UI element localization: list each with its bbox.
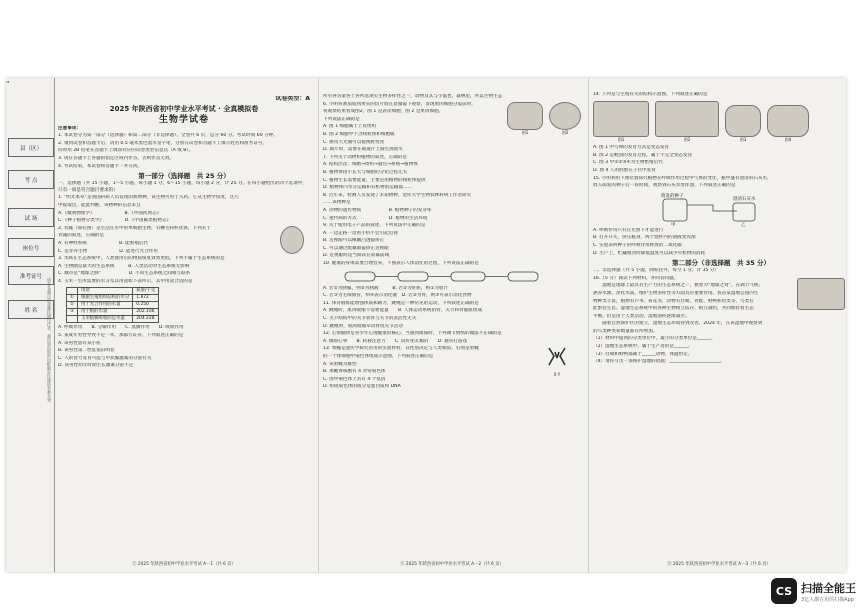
- page-column-1: [58, 78, 310, 572]
- question-line: 2. 衣藻（如右图）是生活在水中的单细胞生物，有鞭毛和杯状体，下列关于: [58, 225, 211, 231]
- question-line: 的鸟类种类和数量都有所增加。: [593, 328, 658, 334]
- question-line: A.《微观物理学》 B.《中国药典志》: [58, 210, 162, 216]
- question-line: A. 结构层次：细胞→组织→器官→系统→植物体: [323, 162, 418, 168]
- insect-development-figure: [655, 101, 719, 137]
- question-line: C.《种子植物分类学》 D.《中国蕨类植物志》: [58, 218, 172, 224]
- question-line: A. 该果蝇为雄性: [323, 361, 357, 367]
- note-line: 1. 本试卷分为第一部分（选择题）和第二部分（非选择题）。全卷共 6 页，总分 60 分。考试时间 60 分钟。: [58, 133, 278, 139]
- table-header: 用途: [77, 288, 132, 295]
- question-line: D. 该男性幼年时期生长激素分泌不足: [58, 363, 134, 369]
- table-cell: 1.872: [133, 295, 159, 302]
- table-cell: ②: [67, 302, 78, 309]
- part2-intro: 二、非选择题（共 5 小题，除标注外，每空 1 分，计 35 分）: [593, 268, 720, 274]
- part1-title: 第一部分（选择题 共 25 分）: [138, 172, 230, 181]
- question-line: 放入萌发的种子后一段时间，观察到石灰水变浑浊，下列叙述正确的是: [593, 183, 736, 189]
- candidate-info-strip: [6, 78, 55, 572]
- question-line: B. 果蝇体细胞有 4 对常染色体: [323, 369, 386, 375]
- respiration-apparatus-figure: [653, 191, 793, 227]
- admission-number-box: 准考证号: [8, 266, 54, 285]
- note-line: 同时用 2B 铅笔在答题卡上填涂对应的试卷类型信息点（A 或 B）。: [58, 148, 194, 154]
- exam-title: 2025 年陕西省初中学业水平考试 · 全真模拟卷: [109, 104, 259, 113]
- cell-figure-2: [549, 102, 581, 130]
- part2-title: 第二部分（非选择题 共 35 分）: [671, 259, 771, 268]
- apparatus-label: 澄清石灰水: [733, 196, 756, 202]
- figure-caption: 图2: [683, 136, 691, 142]
- question-line: 的一个体细胞中染色体组成示意图，下列叙述正确的是: [323, 354, 434, 359]
- flow-node: [508, 272, 538, 281]
- question-line: 4. 玉米一生所需要的水分及其用途如下表所示，其中用途合适的是: [58, 278, 193, 284]
- question-line: A. 倾诉心事 B. 转移注意力 C. 向好朋友倾诉 D. 通宵打游戏: [323, 338, 468, 344]
- wetland-bird-photo: [797, 278, 845, 310]
- question-line: 中提取出，能此判断，该物种的信息来自: [58, 202, 141, 208]
- question-line: D. 制片时，需要在载玻片上滴生理盐水: [323, 147, 403, 153]
- table-cell: 用于根的水量: [77, 309, 132, 316]
- question-line: C. 图 3 中①②③④为生物繁殖后代: [593, 160, 663, 166]
- apparatus-label: 乙: [741, 222, 746, 227]
- question-line: A. 生物圈是最大的生态系统 B. 人类活动对生态系统无影响: [58, 263, 190, 269]
- question-line: B. 近视眼可以佩戴凸透镜矫正: [323, 238, 385, 244]
- county-box: 县（区）: [8, 138, 54, 157]
- cell-figure-1: [507, 102, 543, 130]
- question-line: （2）湿地生态系统中，属于生产者的是______。: [593, 344, 693, 350]
- question-line: 5. 某成年男性导致不足一米，那都方证常，下列叙述正确的是: [58, 333, 184, 339]
- question-line: A. 呼吸作用只有在光照下才能进行: [593, 227, 664, 233]
- question-line: C. 城市是“地球之肺” D. 不同生态系统之间相互联系: [58, 271, 191, 277]
- scanner-app-name: 扫描全能王: [801, 581, 856, 595]
- question-line: 15. 小明利用下图装置探究植物在呼吸作用过程中气体的变化，瓶中盛有澄清的石灰水，: [593, 175, 772, 181]
- water-use-table: [66, 287, 159, 323]
- flow-node: [451, 272, 485, 281]
- chromosome-icon: [545, 346, 569, 368]
- figure-caption: 图4: [784, 136, 792, 142]
- question-line: C. 关节结构中的关节软骨与关节的灵活性无关: [323, 316, 417, 322]
- question-line: 16.（5 分）阅读下列材料，并回答问题。: [593, 275, 679, 281]
- scanned-exam-sheet: [6, 78, 846, 572]
- question-line: D. 近视眼时适当阅读在屏幕前线: [323, 253, 390, 259]
- table-cell: ①: [67, 295, 78, 302]
- limewater-beaker: [733, 203, 755, 221]
- apparatus-label: 甲: [671, 222, 676, 227]
- seat-number-box: 座位号: [8, 238, 54, 257]
- question-line: 7. 下列关于动物和植物的叙述，正确的是: [323, 154, 407, 160]
- question-line: C. 图中染色体上具有 4 个基因: [323, 376, 386, 382]
- camscanner-logo-icon: CS: [771, 578, 797, 604]
- subject-title: 生物学试卷: [158, 114, 209, 125]
- page-column-2: [318, 78, 585, 572]
- table-cell: 0.250: [133, 302, 159, 309]
- question-line: 随着自然保护区的建立，湿地生态环境得到改善。2024 年，在该湿地中观察到: [593, 321, 763, 327]
- question-line: （3）白鹭和野鸭都属于______动物，体温恒定。: [593, 351, 693, 357]
- page-footer: Ⓢ 2025 年陕西省初中学业水平考试 A－3（共 6 页）: [667, 562, 771, 568]
- question-line: 3. 水域在生态系统中，人类使用后的物质恢复效果更低。下列不属于生态系统的是: [58, 256, 225, 262]
- page-footer: Ⓢ 2025 年陕西省初中学业水平考试 A－2（共 6 页）: [400, 562, 504, 568]
- question-line: B. 打开开关，挤压瓶身，两个烧杯内的溶液变浑浊: [593, 235, 696, 241]
- flow-node: [398, 272, 428, 281]
- question-line: 物种类丰富，植物有芦苇、荷花等，动物有白鹭、青蛙、野鸭和鱼类等，鸟类在: [593, 298, 754, 304]
- page-footer: Ⓢ 2025 年陕西省初中学业水平考试 A－1（共 6 页）: [132, 562, 236, 568]
- table-cell: 玉米植株吸收的总水量: [77, 316, 132, 323]
- chlamydomonas-figure: [280, 226, 304, 254]
- part1-intro: 一、选择题（共 15 小题，1～5 小题，每小题 1 分，6～15 小题，每小题 2 分，计 25 分。在每小题给出的四个选项中，只有一项是符合题目要求的）: [58, 181, 307, 193]
- question-line: （4）请你写出一条保护湿地的措施：______________________。: [593, 359, 725, 365]
- question-line: A. 一边走路一边看手机不会引起近视: [323, 230, 398, 236]
- table-cell: 用于光合作用的水量: [77, 302, 132, 309]
- chromosome-label: X Y: [553, 372, 561, 377]
- flow-node: [345, 272, 375, 281]
- uterus-figure: [767, 105, 809, 137]
- scanner-watermark: [771, 578, 856, 604]
- question-line: C. 人的智力发育可能与甲状腺激素的分泌有关: [58, 355, 152, 361]
- question-line: 10. 健康的身体需要合理营养，下图表示人体消化的过程，下列说法正确的是: [323, 261, 479, 267]
- question-line: D. 图 4 人的胚胎在子宫中发育: [593, 167, 656, 173]
- exam-room-box: 试 场: [8, 208, 54, 227]
- question-line: 12. 心情愉快是青少年心理健康的核心。当遇到烦恼时，下列调节情绪的做法不正确的是: [323, 331, 502, 337]
- corner-mark: “: [6, 80, 10, 88]
- paper-type-label: 试卷类型：A: [275, 96, 310, 102]
- question-line: C. 换用大光圈可以使视野变亮: [323, 139, 385, 145]
- name-box: 姓 名: [8, 300, 54, 319]
- bird-egg-figure: [593, 101, 649, 137]
- question-line: （1）材料中提到的分类单位中，最小的分类单位是______。: [593, 336, 716, 342]
- note-line: 4. 考试结束，本试卷和答题卡一并交回。: [58, 163, 142, 169]
- figure-caption: 图3: [739, 136, 747, 142]
- question-line: A. 跳绳时，肌肉收缩不需要能量 B. 人体运动系统由骨、关节和骨骼肌组成: [323, 308, 483, 314]
- question-line: C. 若③为毛细血管，则④表示消化液 D. 若②为胃，则③可表示消化食物: [323, 293, 472, 299]
- digestion-flow-diagram: [343, 269, 543, 285]
- reproduction-figures: [593, 101, 846, 144]
- question-line: 涵养水源、净化水质、维护生物多样性等方面具有重要作用。我省某湿地公园内生: [593, 290, 759, 296]
- scanner-tagline: 3亿人都在用的扫描App: [801, 596, 854, 603]
- question-line: 6. 小明将番茄成熟果实的切片放在显微镜下观察，发现果肉细胞分裂前时，: [323, 101, 476, 107]
- question-options: A. 呼吸作用 B. 分解作用 C. 蒸腾作用 D. 吸收作用: [58, 325, 184, 331]
- question-line: B. 图 2 是蝗虫的发育过程，属于不完全变态发育: [593, 152, 693, 158]
- figure-caption: 图2: [561, 129, 569, 135]
- question-line: 14. 下列是与生殖有关的结构示意图，下列叙述正确的是: [593, 92, 708, 97]
- chromosome-figure: [545, 346, 569, 378]
- question-line: C. 遗传病的方式 D. 植物的生活环境: [323, 215, 428, 221]
- table-cell: [67, 316, 78, 323]
- table-header: 质量/千克: [133, 288, 159, 295]
- question-line: ……该物种是: [323, 200, 351, 206]
- cell-figures: [507, 102, 581, 137]
- note-line: 3. 请在答题卡上各题的指定区域内作答，否则作答无效。: [58, 155, 175, 161]
- question-line: A. 该男性患有呆小症: [58, 340, 101, 346]
- table-cell: 根据生殖组织结构的水分: [77, 295, 132, 302]
- note-line: 2. 领到试卷和答题卡后，请用 0.5 毫米黑色墨水签字笔，分别在试卷和答题卡上填写姓名和准考证号，: [58, 140, 268, 146]
- question-line: C. 实验表明种子的呼吸作用释放的二氧化碳: [593, 242, 682, 248]
- question-line: 平衡。但是由于人类活动，湿地面积逐渐减少。: [593, 313, 690, 319]
- question-line: 衣藻的叙述，正确的是: [58, 233, 104, 239]
- question-line: 此繁衍生息。湿地生态系统中的各种生物相互依存、相互制约，共同维持着生态: [593, 306, 754, 312]
- table-cell: ③: [67, 309, 78, 316]
- page-column-3: [588, 78, 846, 572]
- question-line: 11. 体育锻炼能增强体质和耐力，跳绳是一种常见的运动，下列叙述正确的是: [323, 300, 479, 306]
- question-line: C. 可以通过配戴眼镜矫正近视眼: [323, 245, 389, 251]
- table-cell: 204.228: [133, 316, 159, 323]
- question-line: A. 若②为胰腺，则②为胰液 B. 若②为肝脏，则①为胆汁: [323, 285, 448, 291]
- question-line: C. 是异养生物 D. 能进行光合作用: [58, 248, 158, 254]
- apparatus-label: 萌发的种子: [661, 193, 684, 199]
- question-line: 将观察结果看成图2，图 1 是表皮细胞，图 2 是果肉细胞。: [323, 109, 444, 115]
- exam-site-box: 考 点: [8, 170, 54, 189]
- question-line: B. 该男性第二性征依旧明显: [58, 348, 115, 354]
- question-line: A. 图 1 中鸟卵的发育方式是变态发育: [593, 145, 670, 151]
- question-line: 下列说法正确的是: [323, 116, 360, 122]
- question-line: 1. “明光本草”是我国科研人员发现的新物种，该生物可用于入药。它从生物学角度，这几: [58, 195, 239, 201]
- question-line: A. 有神经系统 B. 能繁殖后代: [58, 240, 149, 246]
- question-line: B. 植物体由小长大与细胞的分化过程无关: [323, 169, 408, 175]
- question-line: 13. 果蝇是遗传学研究常用的实验材料，其性别决定与人类相似，右图是果蝇: [323, 346, 479, 352]
- question-line: D. 组成染色体的成分是蛋白质和 DNA: [323, 384, 401, 390]
- question-line: 8. 近年来，检测人员发现了未知物种，金库大学生物农林科研工作者研究: [323, 192, 472, 198]
- seed-figure: [725, 105, 761, 137]
- question-line: 湿地是地球上最具有生产力的生态系统之一，被誉为“地球之肾”，在调节气候、: [593, 283, 764, 289]
- figure-caption: 图1: [617, 136, 625, 142]
- table-cell: 202.106: [133, 309, 159, 316]
- strip-vertical-note: 请在各题目的答题区域内作答，超出黑色矩形边框限定区域的答案无效: [47, 278, 52, 402]
- question-line: 9. 关于使用电子产品的叙述，下列说法中正确的是: [323, 223, 426, 229]
- question-line: D. 生产上，贮藏粮食时降低温度可以减少有机物的消耗: [593, 250, 706, 256]
- connecting-tube: [687, 205, 737, 211]
- question-line: 所有各答案各上各所选项实生物多样性之一，动物及其与小鼠也，森林里，所以生物生态: [323, 94, 503, 99]
- question-line: D. 植物体内水分运输和有机物的运输都……: [323, 185, 413, 191]
- seed-flask: [663, 199, 687, 221]
- question-line: A. 图 1 细胞属于上皮组织: [323, 124, 377, 130]
- figure-caption: 图1: [521, 129, 529, 135]
- question-line: D. 跳绳时，肌肉收缩牵动骨绕关节活动: [323, 323, 403, 329]
- question-line: B. 图 2 细胞中不含线粒体和细胞膜: [323, 131, 395, 137]
- question-line: C. 植物生长需要能量，主要是由植物的线粒体提供: [323, 177, 426, 183]
- question-line: A. 动物的遗传物质 B. 植物种子的发芽率: [323, 207, 432, 213]
- notes-title: 注意事项：: [58, 125, 81, 131]
